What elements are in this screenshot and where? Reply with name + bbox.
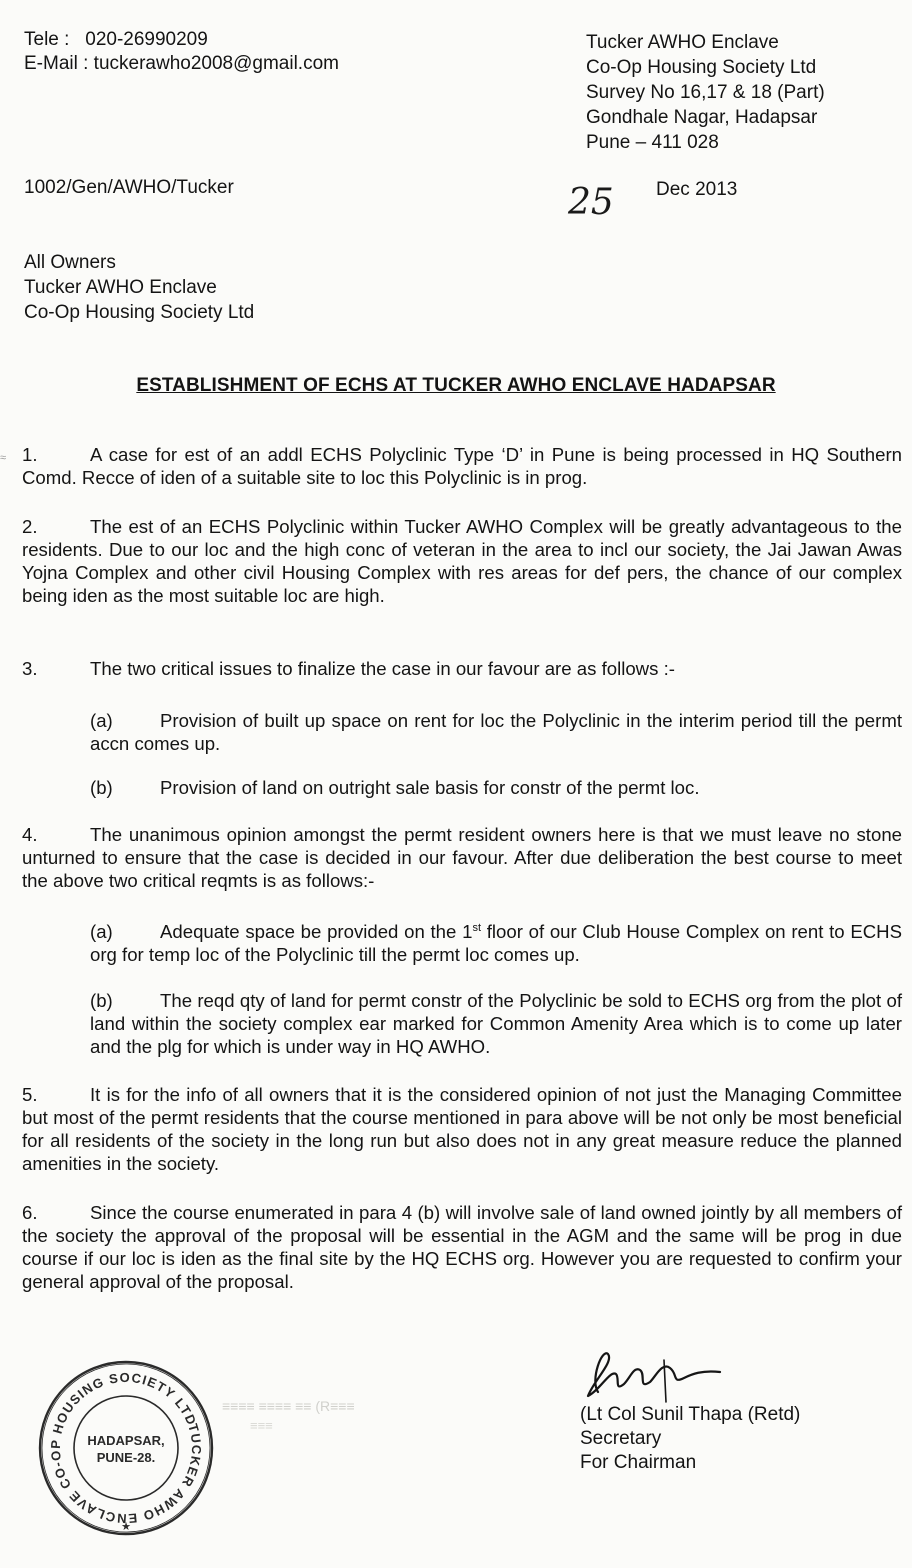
para-text: Adequate space be provided on the 1 [160, 921, 473, 943]
address-line: Tucker AWHO Enclave [586, 32, 779, 53]
para-text: The est of an ECHS Polyclinic within Tucker AWHO Complex will be greatly advantageous to the residents. Due to our loc and the high conc of veteran in the area to incl our society, the Jai Jawan Awas Yojna Complex and other civil Housing Complex with res areas for def pers, the chance of our complex being iden as the most suitable loc are high. [22, 516, 902, 606]
stamp-center-text: HADAPSAR, [87, 1433, 165, 1448]
para-number: 2. [22, 516, 38, 537]
margin-mark: ≈ [0, 452, 7, 464]
email: E-Mail : tuckerawho2008@gmail.com [24, 53, 339, 74]
paragraph-6 [22, 1201, 902, 1293]
paragraph-4 [22, 823, 902, 892]
address-line: Pune – 411 028 [586, 132, 719, 153]
reference-number: 1002/Gen/AWHO/Tucker [24, 177, 234, 198]
stamp-ring-text: TUCKER AWHO ENCLAVE CO-OP HOUSING SOCIETY LTD [47, 1369, 205, 1527]
para-number: 5. [22, 1084, 38, 1105]
paragraph-1 [22, 443, 902, 489]
para-number: 1. [22, 444, 38, 465]
signatory-title: Secretary [580, 1428, 662, 1449]
telephone: Tele : 020-26990209 [24, 29, 208, 50]
para-number: 3. [22, 658, 38, 679]
star-icon: ★ [121, 1521, 131, 1533]
stamp-center-text: PUNE-28. [96, 1450, 156, 1465]
signatory-name: (Lt Col Sunil Thapa (Retd) [580, 1404, 801, 1425]
svg-text:TUCKER AWHO ENCLAVE CO-OP HOUS [48, 1370, 204, 1526]
signature-block [580, 1403, 800, 1475]
para-text: The unanimous opinion amongst the permt resident owners here is that we must leave no stone unturned to ensure that the case is decided in our favour. After due deliberation the best course to meet the above two critical reqmts is as follows:- [22, 824, 902, 891]
handwritten-date-text: 25 [568, 182, 614, 223]
para-text: Provision of land on outright sale basis for constr of the permt loc. [160, 777, 700, 798]
paragraph-5 [22, 1083, 902, 1175]
bleed-through-text: ≡≡≡ [250, 1418, 273, 1433]
paragraph-4a [90, 917, 902, 966]
para-text: floor of our Club House Complex on rent to ECHS org for temp loc of the Polyclinic till the permt loc comes up. [90, 921, 902, 966]
para-number: (a) [90, 921, 113, 943]
para-text: Provision of built up space on rent for loc the Polyclinic in the interim period till the permt accn comes up. [90, 710, 902, 754]
society-address [586, 30, 825, 155]
contact-info [24, 28, 339, 76]
recipient-line: Tucker AWHO Enclave [24, 277, 217, 298]
paragraph-3b [90, 776, 902, 799]
para-number: (b) [90, 777, 113, 798]
bleed-through-text: ≡≡≡≡ ≡≡≡≡ ≡≡ (R≡≡≡ [222, 1398, 355, 1414]
para-text: It is for the info of all owners that it is the considered opinion of not just the Managing Committee but most of the permt residents that the course mentioned in para above will be not only be most beneficial for all residents of the society in the long run but also does not in any great measure reduce the planned amenities in the society. [22, 1084, 902, 1174]
date: Dec 2013 [656, 179, 738, 200]
address-line: Gondhale Nagar, Hadapsar [586, 107, 818, 128]
para-number: (b) [90, 990, 113, 1011]
society-stamp [36, 1358, 216, 1538]
paragraph-2 [22, 515, 902, 607]
paragraph-3 [22, 657, 902, 680]
para-text: The reqd qty of land for permt constr of the Polyclinic be sold to ECHS org from the plot of land within the society complex ear marked for Common Amenity Area which is to come up later and the plg for which is under way in HQ AWHO. [90, 990, 902, 1057]
address-line: Co-Op Housing Society Ltd [586, 57, 817, 78]
subject-heading: ESTABLISHMENT OF ECHS AT TUCKER AWHO ENCLAVE HADAPSAR [136, 375, 776, 396]
recipient [24, 250, 254, 325]
superscript: st [472, 922, 481, 934]
para-text: The two critical issues to finalize the case in our favour are as follows :- [90, 658, 675, 679]
handwritten-date [564, 176, 634, 236]
para-number: (a) [90, 710, 113, 731]
signatory-capacity: For Chairman [580, 1452, 697, 1473]
paragraph-4b [90, 989, 902, 1058]
paragraph-3a [90, 709, 902, 755]
para-text: Since the course enumerated in para 4 (b) will involve sale of land owned jointly by all members of the society the approval of the proposal will be essential in the AGM and the same will be prog in due course if our loc is iden as the final site by the HQ ECHS org. However you are requested to confirm your general approval of the proposal. [22, 1202, 902, 1292]
recipient-line: Co-Op Housing Society Ltd [24, 302, 255, 323]
recipient-line: All Owners [24, 252, 116, 273]
address-line: Survey No 16,17 & 18 (Part) [586, 82, 825, 103]
para-number: 4. [22, 824, 38, 845]
para-number: 6. [22, 1202, 38, 1223]
signature [580, 1340, 730, 1405]
para-text: A case for est of an addl ECHS Polyclinic Type ‘D’ in Pune is being processed in HQ Southern Comd. Recce of iden of a suitable site to loc this Polyclinic is in prog. [22, 444, 902, 488]
